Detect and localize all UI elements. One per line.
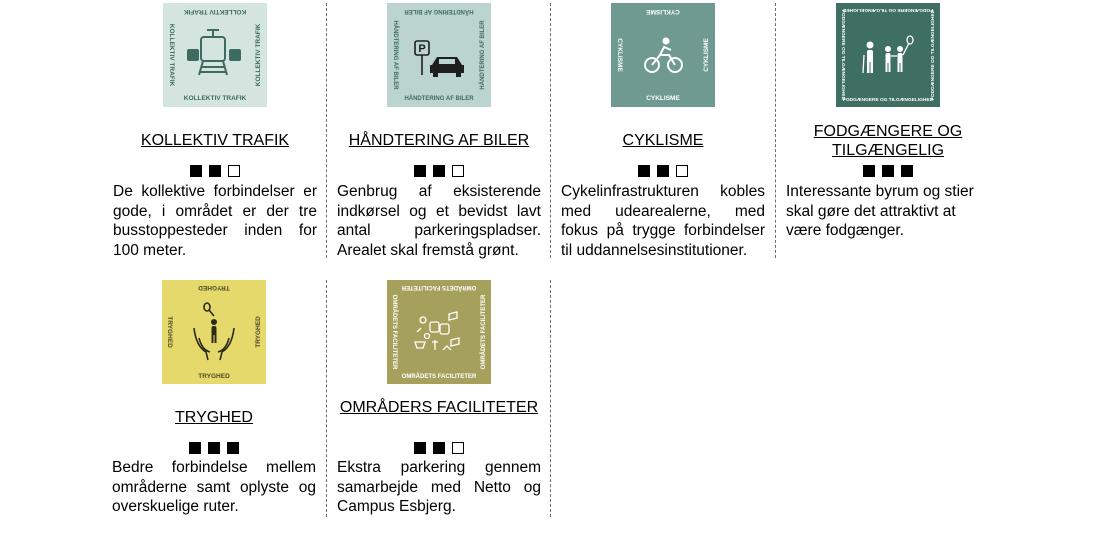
haandtering-af-biler-tile <box>387 3 491 107</box>
cyclist-icon <box>611 3 715 107</box>
rating-square-filled <box>638 165 650 177</box>
svg-text:HÅNDTERING AF BILER: HÅNDTERING AF BILER <box>404 8 474 14</box>
pedestrians-icon <box>836 3 940 107</box>
rating <box>561 165 765 179</box>
faciliteter-tile <box>387 280 491 384</box>
svg-text:CYKLISME: CYKLISME <box>646 95 680 102</box>
svg-text:OMRÅDETS FACILITETER: OMRÅDETS FACILITETER <box>401 284 477 290</box>
svg-text:OMRÅDETS FACILITETER: OMRÅDETS FACILITETER <box>481 294 487 370</box>
item-description: Genbrug af eksisterende indkørsel og et bevidst lavt antal parkeringspladser. Arealet skal fremstå grønt. <box>337 183 541 259</box>
column-divider <box>326 3 327 258</box>
svg-text:CYKLISME: CYKLISME <box>703 38 710 72</box>
item-title: KOLLEKTIV TRAFIK <box>140 132 290 149</box>
svg-text:FODGÆNGERE OG TILGÆNGELIGHED: FODGÆNGERE OG TILGÆNGELIGHED <box>842 98 934 103</box>
rating-square-filled <box>657 165 669 177</box>
rating <box>113 165 317 179</box>
rating <box>786 165 990 179</box>
item-title: FODGÆNGERE OG TILGÆNGELIG <box>813 123 963 159</box>
rating-square-filled <box>227 442 239 454</box>
item-description: Cykelinfrastrukturen kobles med udearealerne, med fokus på trygge forbindelser til uddannelsesinstitutioner. <box>561 183 765 259</box>
svg-text:CYKLISME: CYKLISME <box>646 8 680 15</box>
rating <box>337 442 541 456</box>
rating-square-filled <box>863 165 875 177</box>
cyklisme-tile <box>611 3 715 107</box>
column-divider <box>550 3 551 258</box>
svg-text:OMRÅDETS FACILITETER: OMRÅDETS FACILITETER <box>401 374 477 380</box>
item-description: Bedre forbindelse mellem områderne samt oplyste og overskuelige ruter. <box>112 459 316 515</box>
svg-text:TRYGHED: TRYGHED <box>255 316 262 348</box>
tryghed-tile <box>162 280 266 384</box>
column-divider <box>775 3 776 258</box>
item-description: Ekstra parkering gennem samarbejde med Netto og Campus Esbjerg. <box>337 459 541 515</box>
rating-square-filled <box>209 165 221 177</box>
rating-square-empty <box>452 442 464 454</box>
rating-square-filled <box>190 165 202 177</box>
parking-car-icon <box>387 3 491 107</box>
rating-square-filled <box>901 165 913 177</box>
rating <box>112 442 316 456</box>
svg-text:KOLLEKTIV TRAFIK: KOLLEKTIV TRAFIK <box>168 23 175 87</box>
svg-text:FODGÆNGERE OG TILGÆNGELIGHED: FODGÆNGERE OG TILGÆNGELIGHED <box>931 9 936 101</box>
svg-text:FODGÆNGERE OG TILGÆNGELIGHED: FODGÆNGERE OG TILGÆNGELIGHED <box>842 7 934 12</box>
svg-text:OMRÅDETS FACILITETER: OMRÅDETS FACILITETER <box>391 294 397 370</box>
item-description: De kollektive forbindelser er gode, i området er der tre busstoppesteder inden for 100 meter. <box>113 183 317 259</box>
svg-text:HÅNDTERING AF BILER: HÅNDTERING AF BILER <box>392 20 398 90</box>
item-title: HÅNDTERING AF BILER <box>348 132 530 149</box>
rating-square-empty <box>228 165 240 177</box>
svg-text:TRYGHED: TRYGHED <box>198 284 230 291</box>
rating-square-filled <box>208 442 220 454</box>
svg-text:FODGÆNGERE OG TILGÆNGELIGHED: FODGÆNGERE OG TILGÆNGELIGHED <box>840 9 845 101</box>
rating-square-filled <box>414 165 426 177</box>
rating-square-filled <box>882 165 894 177</box>
svg-text:KOLLEKTIV TRAFIK: KOLLEKTIV TRAFIK <box>183 95 247 102</box>
svg-text:KOLLEKTIV TRAFIK: KOLLEKTIV TRAFIK <box>255 23 262 87</box>
rating-square-filled <box>433 165 445 177</box>
item-description: Interessante byrum og stier skal gøre det attraktivt at være fodgænger. <box>786 183 974 239</box>
column-divider <box>326 280 327 517</box>
rating-square-filled <box>433 442 445 454</box>
rating-square-empty <box>676 165 688 177</box>
item-title: OMRÅDERS FACILITETER <box>339 399 539 416</box>
svg-text:TRYGHED: TRYGHED <box>198 373 230 380</box>
rating-square-empty <box>452 165 464 177</box>
svg-text:CYKLISME: CYKLISME <box>616 38 623 72</box>
rating-square-filled <box>189 442 201 454</box>
svg-text:TRYGHED: TRYGHED <box>166 316 173 348</box>
facilities-icon <box>387 280 491 384</box>
tram-bus-icon <box>163 3 267 107</box>
kollektiv-trafik-tile <box>163 3 267 107</box>
item-title: CYKLISME <box>622 132 704 149</box>
svg-text:KOLLEKTIV TRAFIK: KOLLEKTIV TRAFIK <box>183 8 247 15</box>
svg-text:P: P <box>418 43 426 55</box>
rating <box>337 165 541 179</box>
column-divider <box>550 280 551 517</box>
svg-text:HÅNDTERING AF BILER: HÅNDTERING AF BILER <box>404 96 474 102</box>
fodgaengere-tile <box>836 3 940 107</box>
rating-square-filled <box>414 442 426 454</box>
svg-text:HÅNDTERING AF BILER: HÅNDTERING AF BILER <box>480 20 486 90</box>
item-title: TRYGHED <box>175 409 253 426</box>
hands-child-icon <box>162 280 266 384</box>
